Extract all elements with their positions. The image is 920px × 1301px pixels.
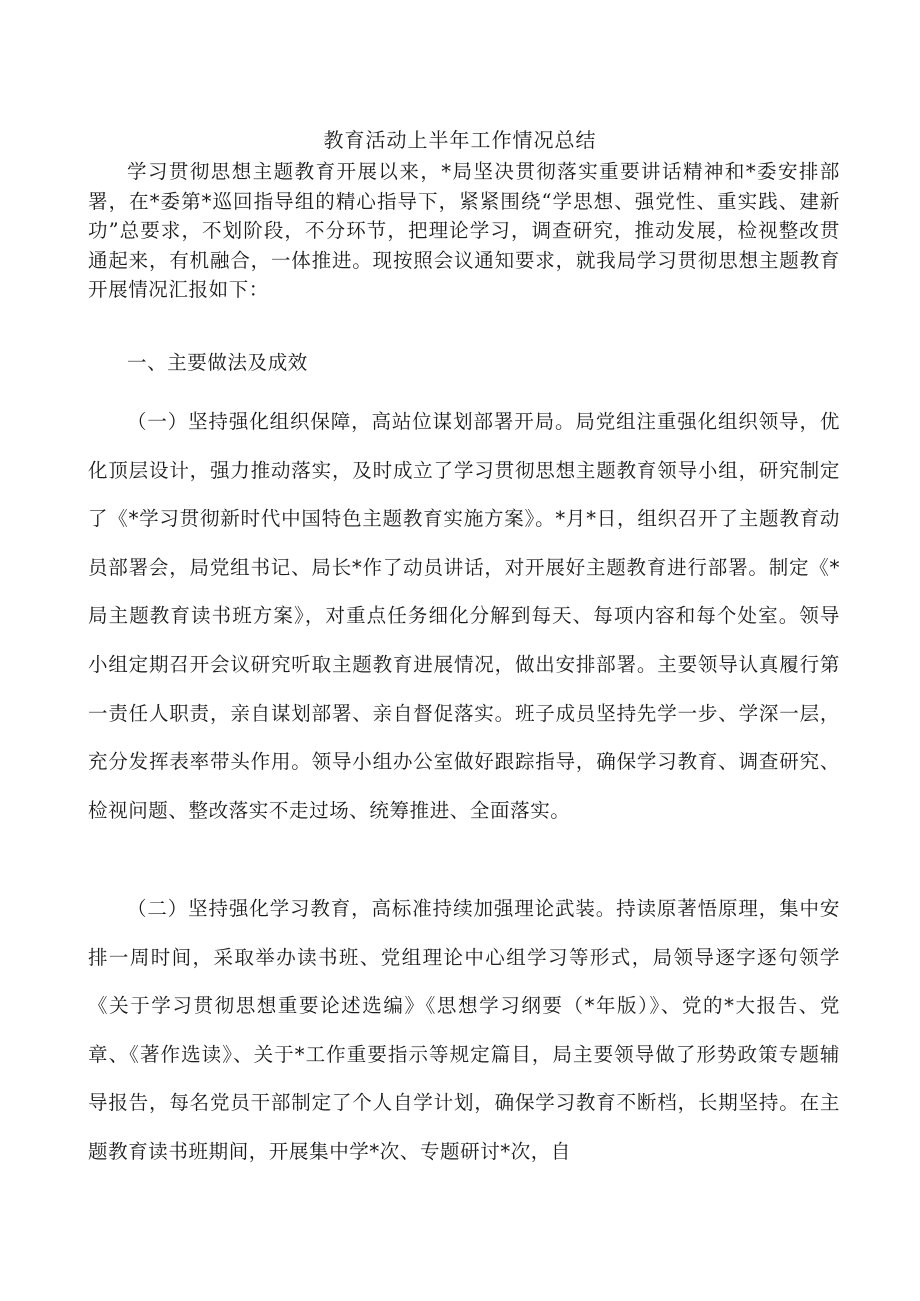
subsection-2-paragraph: （二）坚持强化学习教育，高标准持续加强理论武装。持读原著悟原理，集中安排一周时间，采取举办读书班、党组理论中心组学习等形式，局领导逐字逐句领学《关于学习贯彻思想重要论述选编》《思想学习纲要（*年版）》、党的*大报告、党章、《著作选读》、关于*工作重要指示等规定篇目，局主要领导做了形势政策专题辅导报告，每名党员干部制定了个人自学计划，确保学习教育不断档，长期坚持。在主题教育读书班期间，开展集中学*次、专题研讨*次，自	[88, 897, 840, 1163]
section-heading: 一、主要做法及成效	[127, 351, 308, 374]
intro-paragraph: 学习贯彻思想主题教育开展以来，*局坚决贯彻落实重要讲话精神和*委安排部署，在*委第*巡回指导组的精心指导下，紧紧围绕“学思想、强党性、重实践、建新功”总要求，不划阶段，不分环节，把理论学习，调查研究，推动发展，检视整改贯通起来，有机融合，一体推进。现按照会议通知要求，就我局学习贯彻思想主题教育开展情况汇报如下：	[88, 160, 840, 301]
document-title: 教育活动上半年工作情况总结	[323, 128, 597, 152]
subsection-1-paragraph: （一）坚持强化组织保障，高站位谋划部署开局。局党组注重强化组织领导，优化顶层设计，强力推动落实，及时成立了学习贯彻思想主题教育领导小组，研究制定了《*学习贯彻新时代中国特色主题教育实施方案》。*月*日，组织召开了主题教育动员部署会，局党组书记、局长*作了动员讲话，对开展好主题教育进行部署。制定《*局主题教育读书班方案》，对重点任务细化分解到每天、每项内容和每个处室。领导小组定期召开会议研究听取主题教育进展情况，做出安排部署。主要领导认真履行第一责任人职责，亲自谋划部署、亲自督促落实。班子成员坚持先学一步、学深一层，充分发挥表率带头作用。领导小组办公室做好跟踪指导，确保学习教育、调查研究、检视问题、整改落实不走过场、统筹推进、全面落实。	[88, 410, 840, 822]
